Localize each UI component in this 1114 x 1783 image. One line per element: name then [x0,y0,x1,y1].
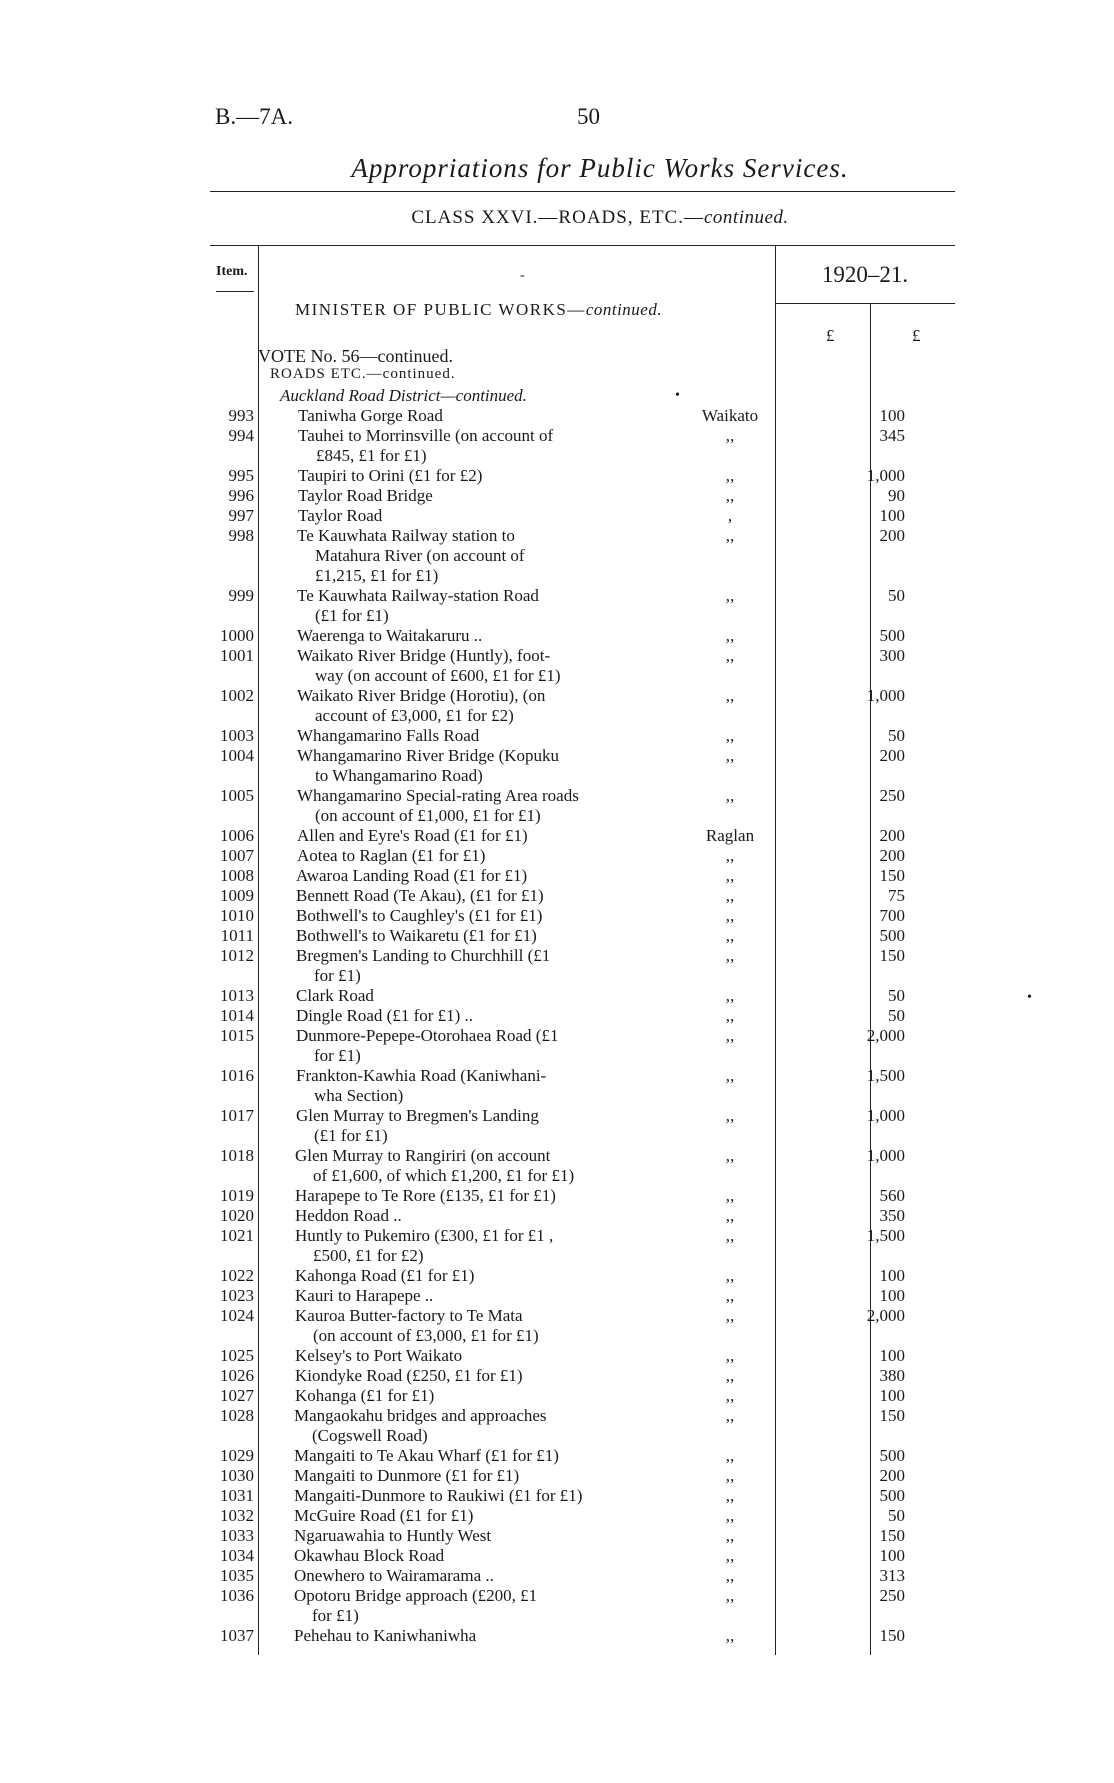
district-name: ,, [725,726,735,745]
item-description: Aotea to Raglan (£1 for £1) [297,846,486,865]
amount-value: 2,000 [866,1026,905,1045]
item-description-continued: (£1 for £1) [314,1126,388,1145]
page-number: 50 [577,104,600,129]
district-name: ,, [725,1006,735,1025]
district-name: ,, [725,426,735,445]
item-description-continued: £500, £1 for £2) [313,1246,424,1265]
item-number: 1020 [220,1206,254,1225]
item-number: 1008 [220,866,254,885]
amount-value: 90 [888,486,905,505]
item-description: Frankton-Kawhia Road (Kaniwhani- [296,1066,547,1085]
amount-value: 560 [879,1186,905,1205]
item-number: 1016 [220,1066,254,1085]
amount-value: 50 [888,1506,905,1525]
district-name: ,, [725,1226,735,1245]
table-row [0,1566,1114,1586]
item-description: Mangaokahu bridges and approaches [294,1406,547,1425]
item-number: 1011 [220,926,254,945]
item-number: 996 [228,486,254,505]
year-header-rule [775,303,955,304]
amount-value: 75 [888,886,905,905]
district-name: ,, [725,646,735,665]
item-description: Harapepe to Te Rore (£135, £1 for £1) [295,1186,556,1205]
district-name: ,, [725,1526,735,1545]
item-number: 1028 [220,1406,254,1425]
item-number: 1000 [220,626,254,645]
table-row [0,646,1114,686]
table-row [0,586,1114,626]
table-row [0,1026,1114,1066]
item-description: Heddon Road .. [295,1206,402,1225]
district-name: ,, [725,926,735,945]
table-row [0,1366,1114,1386]
class-title-continued: continued. [703,207,789,228]
amount-value: 150 [879,946,905,965]
title-rule [210,191,955,192]
district-name: ,, [725,1286,735,1305]
item-description: Ngaruawahia to Huntly West [294,1526,492,1545]
district-name: ,, [725,1406,735,1425]
table-row [0,1286,1114,1306]
item-description: Bothwell's to Caughley's (£1 for £1) [296,906,543,925]
district-name: ,, [725,866,735,885]
item-description-continued: Matahura River (on account of [315,546,525,565]
table-row [0,786,1114,826]
table-row [0,1226,1114,1266]
item-number: 1019 [220,1186,254,1205]
class-title [210,207,990,229]
item-description: Waerenga to Waitakaruru .. [297,626,483,645]
table-row [0,1266,1114,1286]
district-name: ,, [725,1266,735,1285]
item-description: Taylor Road Bridge [298,486,433,505]
minister-heading-continued: continued. [585,300,663,319]
item-description: Glen Murray to Rangiriri (on account [295,1146,551,1165]
amount-value: 50 [888,586,905,605]
district-name: ,, [725,1386,735,1405]
item-number: 1015 [220,1026,254,1045]
amount-value: 350 [879,1206,905,1225]
item-description: Whangamarino River Bridge (Kopuku [297,746,560,765]
item-description-continued: to Whangamarino Road) [315,766,483,785]
item-number: 993 [228,406,254,425]
item-number: 1005 [220,786,254,805]
document-title: Appropriations for Public Works Services. [351,153,849,183]
item-description-continued: (£1 for £1) [315,606,389,625]
table-row [0,1066,1114,1106]
table-row [0,1486,1114,1506]
amount-value: 100 [879,1386,905,1405]
item-number: 1025 [220,1346,254,1365]
table-row [0,1306,1114,1346]
district-name: ,, [725,486,735,505]
item-description: Dunmore-Pepepe-Otorohaea Road (£1 [296,1026,559,1045]
item-description-continued: of £1,600, of which £1,200, £1 for £1) [313,1166,575,1185]
item-description: Whangamarino Special-rating Area roads [297,786,579,805]
minister-heading [295,300,662,320]
amount-value: 250 [879,1586,905,1605]
amount-value: 2,000 [866,1306,905,1325]
item-description: Kahonga Road (£1 for £1) [295,1266,475,1285]
table-row [0,1006,1114,1026]
district-name: ,, [725,986,735,1005]
item-number: 998 [228,526,254,545]
district-name: ,, [725,626,735,645]
item-column-header: Item. [216,264,248,279]
table-row [0,626,1114,646]
amount-value: 50 [888,1006,905,1025]
item-description: Tauhei to Morrinsville (on account of [298,426,554,445]
item-description: Glen Murray to Bregmen's Landing [296,1106,539,1125]
amount-value: 380 [879,1366,905,1385]
district-name: ,, [725,1066,735,1085]
amount-value: 150 [879,1626,905,1645]
table-row [0,406,1114,426]
district-name: ,, [725,526,735,545]
amount-value: 313 [879,1566,905,1585]
item-description: Taniwha Gorge Road [298,406,443,425]
item-number: 1012 [220,946,254,965]
amount-value: 200 [879,746,905,765]
item-number: 1032 [220,1506,254,1525]
item-number: 1021 [220,1226,254,1245]
amount-value: 150 [879,1526,905,1545]
amount-value: 100 [879,1546,905,1565]
item-number: 1027 [220,1386,254,1405]
item-number: 1002 [220,686,254,705]
pound-header-2: £ [912,326,921,345]
table-row [0,1406,1114,1446]
district-name: , [727,506,733,525]
item-header-rule [216,291,254,292]
district-name: ,, [725,946,735,965]
minister-heading-main: MINISTER OF PUBLIC WORKS— [295,300,586,319]
table-row [0,746,1114,786]
amount-value: 150 [879,866,905,885]
table-row [0,866,1114,886]
table-row [0,1386,1114,1406]
amount-value: 700 [879,906,905,925]
amount-value: 1,000 [866,1146,905,1165]
district-heading-text: Auckland Road District—continued. [280,386,527,405]
item-description: Bennett Road (Te Akau), (£1 for £1) [296,886,544,905]
item-number: 1034 [220,1546,254,1565]
district-name: ,, [725,1566,735,1585]
item-number: 1030 [220,1466,254,1485]
item-description: Kiondyke Road (£250, £1 for £1) [295,1366,523,1385]
amount-value: 150 [879,1406,905,1425]
item-description: Dingle Road (£1 for £1) .. [296,1006,474,1025]
amount-value: 1,500 [866,1066,905,1085]
amount-value: 100 [879,1286,905,1305]
table-row [0,906,1114,926]
amount-value: 200 [879,526,905,545]
item-description: Te Kauwhata Railway-station Road [297,586,539,605]
amount-value: 300 [879,646,905,665]
district-name: ,, [725,1546,735,1565]
item-description-continued: for £1) [314,1046,361,1065]
table-row [0,426,1114,466]
item-number: 1006 [220,826,254,845]
table-row [0,1106,1114,1146]
item-description: Opotoru Bridge approach (£200, £1 [294,1586,538,1605]
item-description: Kelsey's to Port Waikato [295,1346,463,1365]
item-description: Okawhau Block Road [294,1546,445,1565]
table-row [0,826,1114,846]
district-name: ,, [725,1586,735,1605]
amount-value: 200 [879,846,905,865]
item-description-continued: (on account of £1,000, £1 for £1) [315,806,541,825]
amount-value: 1,000 [866,686,905,705]
pound-header-1: £ [826,326,835,345]
item-description: Waikato River Bridge (Horotiu), (on [297,686,546,705]
item-description-continued: way (on account of £600, £1 for £1) [315,666,561,685]
table-row [0,486,1114,506]
district-name: ,, [725,1446,735,1465]
table-row [0,1446,1114,1466]
item-description: Kohanga (£1 for £1) [295,1386,435,1405]
item-number: 1029 [220,1446,254,1465]
district-name: ,, [725,1626,735,1645]
item-description: McGuire Road (£1 for £1) [294,1506,474,1525]
table-row [0,1526,1114,1546]
item-number: 1033 [220,1526,254,1545]
item-description: Waikato River Bridge (Huntly), foot- [297,646,551,665]
item-description: Huntly to Pukemiro (£300, £1 for £1 , [295,1226,554,1245]
item-description: Allen and Eyre's Road (£1 for £1) [297,826,528,845]
district-name: ,, [725,466,735,485]
item-number: 1014 [220,1006,254,1025]
item-description: Bothwell's to Waikaretu (£1 for £1) [296,926,537,945]
table-row [0,506,1114,526]
item-number: 997 [228,506,254,525]
item-number: 1037 [220,1626,254,1645]
amount-value: 100 [879,406,905,425]
district-name: Waikato [701,406,759,425]
item-number: 995 [228,466,254,485]
table-row [0,926,1114,946]
item-description-continued: for £1) [314,966,361,985]
district-name: ,, [725,1106,735,1125]
item-number: 1036 [220,1586,254,1605]
district-name: ,, [725,746,735,765]
stray-dot: • [675,388,680,403]
district-name: ,, [725,906,735,925]
amount-value: 50 [888,986,905,1005]
district-name: ,, [725,1306,735,1325]
item-description-continued: account of £3,000, £1 for £2) [315,706,514,725]
district-heading [280,386,527,406]
table-row [0,1586,1114,1626]
district-name: Raglan [705,826,755,845]
item-description-continued: £1,215, £1 for £1) [315,566,439,585]
item-number: 1007 [220,846,254,865]
item-description: Pehehau to Kaniwhaniwha [294,1626,477,1645]
district-name: ,, [725,1346,735,1365]
item-description-continued: (Cogswell Road) [312,1426,428,1445]
item-description: Mangaiti to Dunmore (£1 for £1) [294,1466,520,1485]
item-description: Te Kauwhata Railway station to [297,526,515,545]
table-row [0,526,1114,586]
amount-value: 1,000 [866,466,905,485]
district-name: ,, [725,1026,735,1045]
item-number: 1001 [220,646,254,665]
table-row [0,686,1114,726]
table-row [0,1626,1114,1646]
table-top-rule [210,245,955,246]
item-description: Kauri to Harapepe .. [295,1286,434,1305]
item-description: Clark Road [296,986,374,1005]
district-name: ,, [725,1486,735,1505]
table-row [0,986,1114,1006]
item-description: Taylor Road [298,506,383,525]
amount-value: 1,000 [866,1106,905,1125]
item-number: 1018 [220,1146,254,1165]
vote-heading: VOTE No. 56—continued. [258,346,453,366]
amount-value: 200 [879,1466,905,1485]
district-name: ,, [725,1366,735,1385]
item-number: 1009 [220,886,254,905]
item-number: 1017 [220,1106,254,1125]
district-name: ,, [725,786,735,805]
item-number: 1035 [220,1566,254,1585]
amount-value: 100 [879,506,905,525]
item-description: Bregmen's Landing to Churchhill (£1 [296,946,551,965]
item-description: Awaroa Landing Road (£1 for £1) [296,866,528,885]
amount-value: 345 [879,426,905,445]
item-description: Onewhero to Wairamarama .. [294,1566,494,1585]
amount-value: 100 [879,1346,905,1365]
item-number: 1004 [220,746,254,765]
item-description-continued: £845, £1 for £1) [316,446,427,465]
item-number: 1003 [220,726,254,745]
item-description: Whangamarino Falls Road [297,726,480,745]
document-code: B.—7A. [215,104,293,129]
district-name: ,, [725,1146,735,1165]
amount-value: 500 [879,626,905,645]
amount-value: 1,500 [866,1226,905,1245]
roads-heading: ROADS ETC.—continued. [270,366,456,382]
header-dash-mark: - [520,268,525,283]
amount-value: 100 [879,1266,905,1285]
item-number: 1013 [220,986,254,1005]
table-row [0,886,1114,906]
item-number: 1010 [220,906,254,925]
amount-value: 250 [879,786,905,805]
item-description: Taupiri to Orini (£1 for £2) [298,466,483,485]
item-number: 1024 [220,1306,254,1325]
item-number: 994 [228,426,254,445]
district-name: ,, [725,686,735,705]
amount-value: 500 [879,1446,905,1465]
item-description-continued: wha Section) [314,1086,404,1105]
table-row [0,846,1114,866]
table-row [0,1206,1114,1226]
table-row [0,946,1114,986]
table-row [0,1346,1114,1366]
district-name: ,, [725,886,735,905]
item-description-continued: for £1) [312,1606,359,1625]
table-row [0,1506,1114,1526]
year-header: 1920–21. [821,262,909,287]
item-description-continued: (on account of £3,000, £1 for £1) [313,1326,539,1345]
district-name: ,, [725,846,735,865]
table-row [0,1146,1114,1186]
amount-value: 500 [879,1486,905,1505]
district-name: ,, [725,586,735,605]
district-name: ,, [725,1506,735,1525]
item-description: Kauroa Butter-factory to Te Mata [295,1306,523,1325]
item-number: 1026 [220,1366,254,1385]
table-row [0,1466,1114,1486]
table-row [0,1546,1114,1566]
amount-value: 200 [879,826,905,845]
amount-value: 500 [879,926,905,945]
table-row [0,466,1114,486]
class-title-main: CLASS XXVI.—ROADS, ETC.— [411,207,704,228]
item-number: 1022 [220,1266,254,1285]
table-row [0,1186,1114,1206]
table-row [0,726,1114,746]
item-description: Mangaiti-Dunmore to Raukiwi (£1 for £1) [294,1486,583,1505]
amount-value: 50 [888,726,905,745]
item-number: 999 [228,586,254,605]
district-name: ,, [725,1186,735,1205]
district-name: ,, [725,1466,735,1485]
margin-dot: • [1027,990,1032,1005]
item-number: 1031 [220,1486,254,1505]
item-number: 1023 [220,1286,254,1305]
district-name: ,, [725,1206,735,1225]
item-description: Mangaiti to Te Akau Wharf (£1 for £1) [294,1446,559,1465]
